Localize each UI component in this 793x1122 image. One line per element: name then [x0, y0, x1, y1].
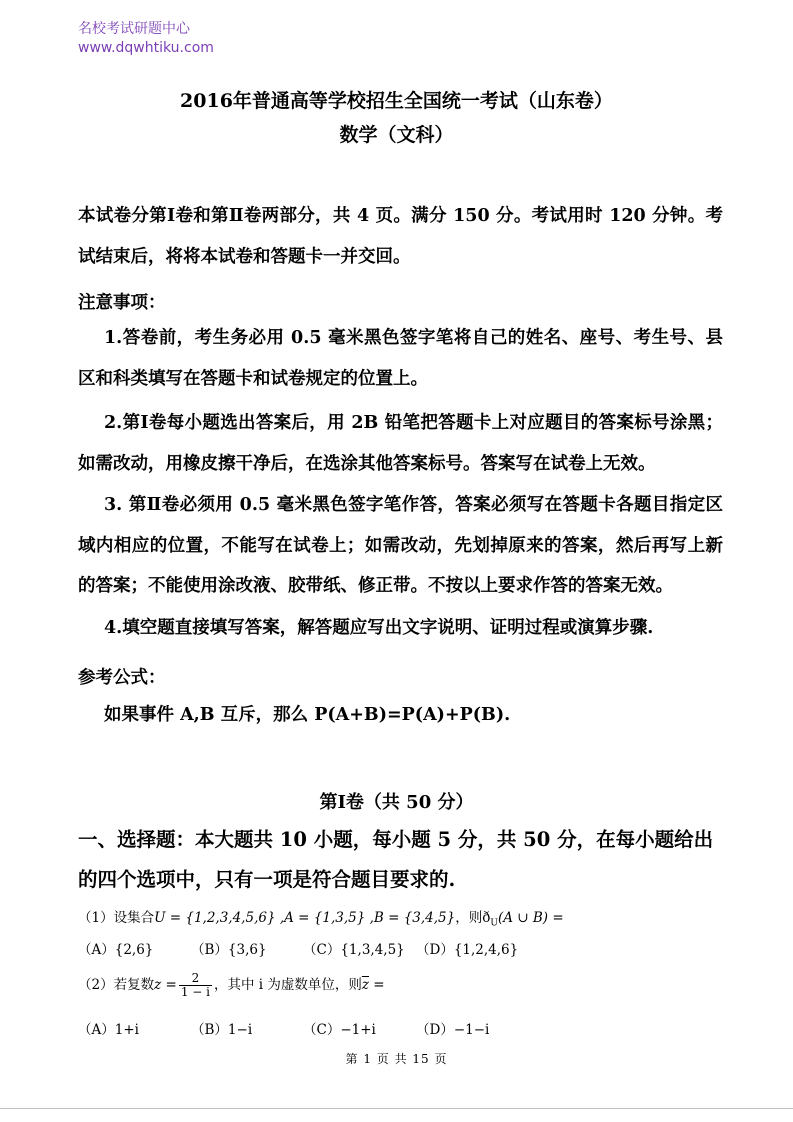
exam-subtitle: 数学（文科）	[339, 124, 454, 146]
q2-option-d: （D）−1−i	[416, 1022, 490, 1038]
q2-fraction	[179, 972, 212, 999]
q2-frac-num: 2	[179, 972, 212, 986]
note-item-3: 3. 第Ⅱ卷必须用 0.5 毫米黑色签字笔作答，答案必须写在答题卡各题目指定区域内相应的位置，不能写在试卷上；如需改动，先划掉原来的答案，然后再写上新的答案；不能使用涂改液、胶带纸、修正带。不按以上要求作答的答案无效。	[78, 495, 723, 596]
q2-option-c: （C）−1+i	[303, 1022, 376, 1038]
notes-heading: 注意事项：	[78, 293, 166, 313]
exam-title: 2016年普通高等学校招生全国统一考试（山东卷）	[180, 90, 613, 112]
formula-text: 如果事件 A,B 互斥，那么 P(A+B)=P(A)+P(B).	[104, 705, 511, 725]
q1-option-c: （C）{1,3,4,5}	[303, 942, 405, 958]
q2-frac-den: 1 − i	[180, 985, 210, 999]
page-footer: 第 1 页 共 15 页	[345, 1052, 448, 1066]
note-item-4: 4.填空题直接填写答案，解答题应写出文字说明、证明过程或演算步骤.	[104, 618, 654, 638]
q1-option-d: （D）{1,2,4,6}	[416, 942, 519, 958]
section-heading: 一、选择题：本大题共 10 小题，每小题 5 分，共 50 分，在每小题给出的四个选项中，只有一项是符合题目要求的.	[78, 828, 714, 891]
page-divider	[0, 1108, 793, 1109]
q2-var: z =	[154, 977, 177, 993]
q1-set-b: B = {3,4,5}	[373, 910, 456, 926]
q2-tail: =	[369, 977, 385, 993]
q1-expr-tail: (A ∪ B) =	[497, 910, 564, 926]
q1-number: （1）	[78, 910, 114, 926]
intro-paragraph: 本试卷分第Ⅰ卷和第Ⅱ卷两部分，共 4 页。满分 150 分。考试用时 120 分钟。考试结束后，将将本试卷和答题卡一并交回。	[78, 206, 723, 267]
watermark	[78, 20, 214, 58]
question-2	[78, 972, 385, 999]
note-item-2: 2.第Ⅰ卷每小题选出答案后，用 2B 铅笔把答题卡上对应题目的答案标号涂黑；如需改动，用橡皮擦干净后，在选涂其他答案标号。答案写在试卷上无效。	[78, 413, 723, 474]
q2-conjugate: $\overline{z}$	[361, 977, 369, 993]
part1-title: 第Ⅰ卷（共 50 分）	[319, 792, 474, 813]
q2-option-a: （A）1+i	[78, 1022, 139, 1038]
q1-prefix: 设集合	[113, 910, 155, 926]
question-1	[78, 906, 564, 929]
q1-set-u: U = {1,2,3,4,5,6} ,	[154, 910, 285, 926]
q2-mid: ，其中 i 为虚数单位，则	[213, 977, 362, 993]
q1-complement-symbol: ð	[482, 910, 491, 926]
note-item-1: 1.答卷前，考生务必用 0.5 毫米黑色签字笔将自己的姓名、座号、考生号、县区和科类填写在答题卡和试卷规定的位置上。	[78, 328, 723, 389]
q1-option-b: （B）{3,6}	[191, 942, 267, 958]
watermark-name: 名校考试研题中心	[78, 21, 190, 37]
formula-heading: 参考公式：	[78, 668, 166, 688]
q2-prefix: 若复数	[113, 977, 155, 993]
watermark-url[interactable]: www.dqwhtiku.com	[78, 40, 214, 56]
q1-ask: ，则	[455, 910, 483, 926]
q1-complement-sub: U	[490, 918, 498, 929]
q1-option-a: （A）{2,6}	[78, 942, 154, 958]
q2-number: （2）	[78, 977, 114, 993]
q2-option-b: （B）1−i	[191, 1022, 253, 1038]
q1-set-a: A = {1,3,5} ,	[284, 910, 374, 926]
